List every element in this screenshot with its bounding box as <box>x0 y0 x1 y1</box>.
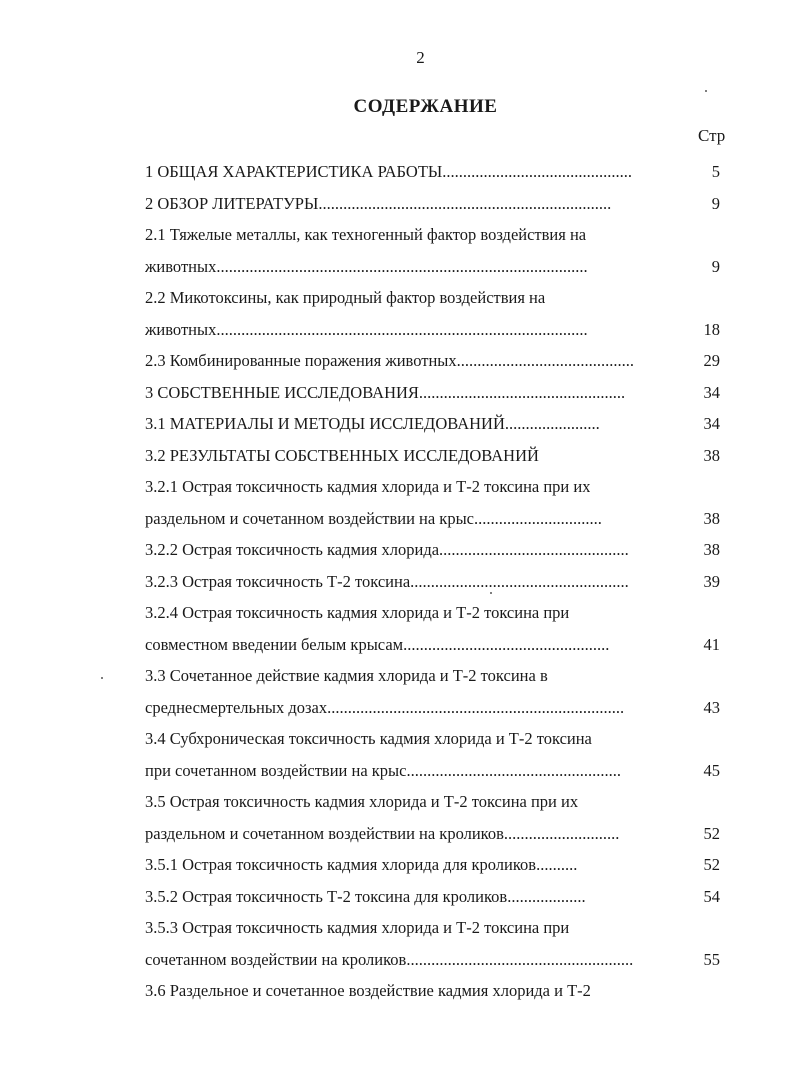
toc-entry-text: 3.2.3 Острая токсичность Т-2 токсина..................................................... <box>145 571 629 591</box>
toc-entry-text: 3.3 Сочетанное действие кадмия хлорида и Т-2 токсина в <box>145 666 548 685</box>
toc-entry <box>145 944 730 976</box>
toc-entry-text: 2.3 Комбинированные поражения животных........................................... <box>145 351 635 370</box>
scan-speck <box>705 90 707 92</box>
toc-entry <box>145 629 730 661</box>
toc-entry-page: 9 <box>711 256 720 276</box>
toc-entry-text: 2 ОБЗОР ЛИТЕРАТУРЫ....................................................................... <box>145 193 612 213</box>
toc-entry-text: 3.6 Раздельное и сочетанное воздействие кадмия хлорида и Т-2 <box>145 981 591 1000</box>
toc-entry-page: 29 <box>703 351 720 370</box>
toc-entry <box>145 660 730 692</box>
toc-entry <box>145 471 730 503</box>
toc-entry-text: 3.1 МАТЕРИАЛЫ И МЕТОДЫ ИССЛЕДОВАНИЙ....................... <box>145 414 600 433</box>
toc-entry <box>145 849 730 881</box>
toc-entry <box>145 377 730 409</box>
toc-entry-page: 55 <box>703 949 720 969</box>
toc-entry-text: при сочетанном воздействии на крыс.................................................... <box>145 760 621 780</box>
toc-entry <box>145 975 730 1007</box>
toc-entry-page: 38 <box>703 508 720 528</box>
toc-entry-text: 2.2 Микотоксины, как природный фактор воздействия на <box>145 288 546 307</box>
toc-entry-text: 3.2 РЕЗУЛЬТАТЫ СОБСТВЕННЫХ ИССЛЕДОВАНИЙ <box>145 445 539 465</box>
page-number: 2 <box>416 48 425 67</box>
toc-entry-text: 3.2.4 Острая токсичность кадмия хлорида и Т-2 токсина при <box>145 603 570 622</box>
toc-entry <box>145 881 730 913</box>
toc-entry-page: 34 <box>703 414 720 433</box>
toc-entry-page: 18 <box>703 319 720 339</box>
page-column-header: Стр <box>698 126 726 145</box>
toc-entry <box>145 786 730 818</box>
toc-entry-text: 3 СОБСТВЕННЫЕ ИССЛЕДОВАНИЯ.................................................. <box>145 382 626 402</box>
toc-entry-text: совместном введении белым крысам.................................................. <box>145 634 610 654</box>
toc-entry <box>145 912 730 944</box>
toc-entry-text: 3.5.1 Острая токсичность кадмия хлорида для кроликов.......... <box>145 855 578 874</box>
toc-entry-page: 54 <box>703 886 720 906</box>
toc-entry-text: 1 ОБЩАЯ ХАРАКТЕРИСТИКА РАБОТЫ.............................................. <box>145 162 633 181</box>
toc-entry <box>145 818 730 850</box>
toc-entry <box>145 282 730 314</box>
scan-speck <box>101 677 103 679</box>
toc-title: СОДЕРЖАНИЕ <box>353 96 498 117</box>
toc-entry-page: 41 <box>703 634 720 654</box>
toc-entry <box>145 692 730 724</box>
toc-entry-page: 39 <box>703 571 720 591</box>
toc-entry-text: среднесмертельных дозах........................................................................ <box>145 697 625 717</box>
toc-entry-page: 34 <box>703 382 720 402</box>
toc-entry-page: 9 <box>711 193 720 213</box>
toc-entry <box>145 251 730 283</box>
toc-entry-text: животных.......................................................................................... <box>145 256 588 276</box>
toc-entry-text: 3.5.3 Острая токсичность кадмия хлорида и Т-2 токсина при <box>145 918 570 937</box>
toc-entry <box>145 755 730 787</box>
toc-entry <box>145 597 730 629</box>
toc-entry-text: животных.......................................................................................... <box>145 319 588 339</box>
toc-entry <box>145 723 730 755</box>
toc-entry <box>145 503 730 535</box>
toc-entry-page: 52 <box>703 823 720 843</box>
toc-entry-text: 3.4 Субхроническая токсичность кадмия хлорида и Т-2 токсина <box>145 729 592 748</box>
toc-entry-text: раздельном и сочетанном воздействии на кроликов............................ <box>145 823 620 843</box>
toc-entry-page: 45 <box>703 760 720 780</box>
toc-entry-text: раздельном и сочетанном воздействии на крыс............................... <box>145 508 602 528</box>
toc-entry <box>145 219 730 251</box>
toc-entry <box>145 188 730 220</box>
toc-entry-text: 3.5.2 Острая токсичность Т-2 токсина для кроликов................... <box>145 886 586 906</box>
toc-entry <box>145 566 730 598</box>
toc-entry-text: 2.1 Тяжелые металлы, как техногенный фактор воздействия на <box>145 225 587 244</box>
toc-entry <box>145 408 730 440</box>
toc-entry-text: сочетанном воздействии на кроликов....................................................... <box>145 949 634 969</box>
toc-entry <box>145 314 730 346</box>
toc-entry-page: 38 <box>703 540 720 559</box>
toc-entry <box>145 534 730 566</box>
toc-entry <box>145 440 730 472</box>
toc-entry <box>145 345 730 377</box>
toc-entry-page: 43 <box>703 697 720 717</box>
scan-speck <box>490 592 492 594</box>
toc-entry-page: 52 <box>703 855 720 874</box>
toc-entry <box>145 156 730 188</box>
toc-entry-text: 3.2.1 Острая токсичность кадмия хлорида и Т-2 токсина при их <box>145 477 591 496</box>
toc-entry-page: 5 <box>711 162 720 181</box>
table-of-contents <box>145 156 730 1007</box>
toc-entry-text: 3.5 Острая токсичность кадмия хлорида и Т-2 токсина при их <box>145 792 579 811</box>
toc-entry-page: 38 <box>703 445 720 465</box>
toc-entry-text: 3.2.2 Острая токсичность кадмия хлорида.............................................. <box>145 540 629 559</box>
